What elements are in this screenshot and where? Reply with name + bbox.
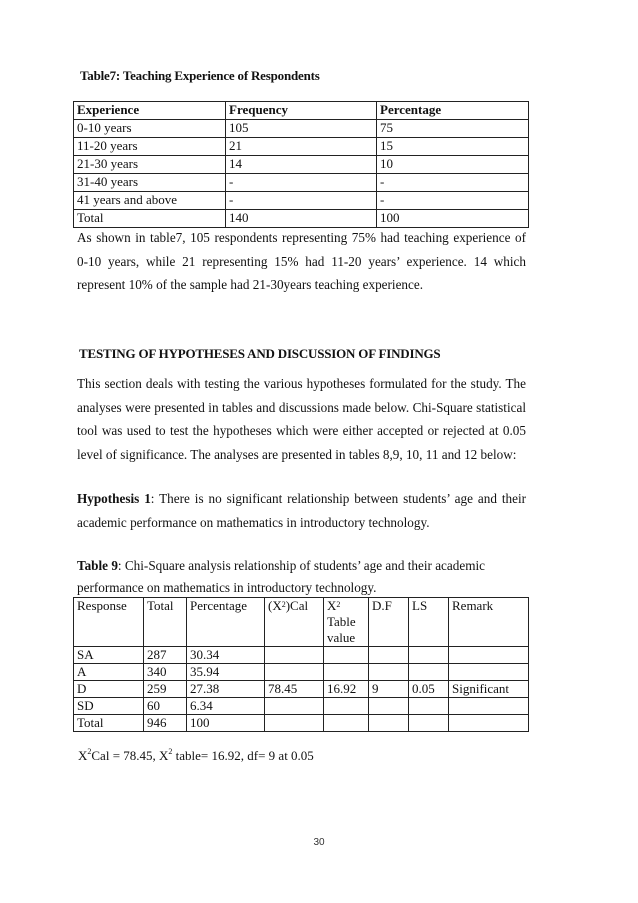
footnote-end: table= 16.92, df= 9 at 0.05 [172,748,314,763]
table9-cell [265,664,324,681]
table-row [74,174,529,192]
table9-cell [265,715,324,732]
table9-footnote [78,748,314,764]
table9-cell [409,715,449,732]
table9-header-x2-cal-pre: (X [268,598,282,613]
table7-cell: 0-10 years [74,120,226,138]
hypothesis-1-label: Hypothesis 1 [77,491,151,506]
table9-cell [409,664,449,681]
table7-cell: 11-20 years [74,138,226,156]
table9-cell: 6.34 [187,698,265,715]
table9-cell: D [74,681,144,698]
table-row [74,715,529,732]
table-row [74,192,529,210]
table9-cell: 287 [144,647,187,664]
table9-cell: 259 [144,681,187,698]
hypothesis-1 [77,487,526,534]
table7-cell: - [226,192,377,210]
table9-cell: 60 [144,698,187,715]
table7-cell: 21 [226,138,377,156]
table9-cell [324,647,369,664]
footnote-sup-2: 2 [168,747,173,756]
footnote-mid: Cal = 78.45, X [91,748,169,763]
table9-header-ls: LS [409,598,449,647]
table9-header-remark: Remark [449,598,529,647]
table9-cell [449,715,529,732]
table9-caption [77,555,526,599]
table9-cell: 30.34 [187,647,265,664]
table9-header-x2-table-line1: Table [327,614,356,629]
paragraph-section-intro: This section deals with testing the various hypotheses formulated for the study. The analyses were presented in tables and discussions made below. Chi-Square statistical tool was used to test the hypotheses which were either accepted or rejected at 0.05 level of significance. The analyses are presented in tables 8,9, 10, 11 and 12 below: [77,376,526,462]
table-row [74,120,529,138]
table9-caption-label: Table 9 [77,558,118,573]
table-row [74,698,529,715]
table9-cell: 35.94 [187,664,265,681]
table7-header-row [74,102,529,120]
table9-cell [409,698,449,715]
table9-header-x2-cal [265,598,324,647]
table9-cell [324,664,369,681]
table9-cell: Total [74,715,144,732]
table9-header-x2-table-pre: X [327,598,337,613]
table-row [74,681,529,698]
table9-header-df: D.F [369,598,409,647]
table9-cell [369,647,409,664]
table9-header-response: Response [74,598,144,647]
table9-header-total: Total [144,598,187,647]
table9-header-x2-cal-post: )Cal [285,598,309,613]
paragraph-table7-discussion: As shown in table7, 105 respondents representing 75% had teaching experience of 0-10 years, while 21 representing 15% had 11-20 years’ experience. 14 which represent 10% of the sample had 21-30years teaching experience. [77,230,526,292]
table9-header-row [74,598,529,647]
table7 [73,101,529,228]
table7-cell: 100 [377,210,529,228]
table9-header-x2-table-sup: 2 [336,600,341,609]
table9-cell [409,647,449,664]
table9-header-x2-table-line2: value [327,630,356,645]
footnote-sup-1: 2 [87,747,92,756]
table9-cell [449,647,529,664]
table7-cell: - [226,174,377,192]
table9-cell: 16.92 [324,681,369,698]
table7-cell: - [377,174,529,192]
table-row [74,647,529,664]
footnote-x: X [78,748,88,763]
table7-cell: 75 [377,120,529,138]
table9-cell [324,698,369,715]
table7-cell: 31-40 years [74,174,226,192]
table9-cell: A [74,664,144,681]
table7-header-experience: Experience [74,102,226,120]
table9-caption-text: : Chi-Square analysis relationship of students’ age and their academic performance on mathematics in introductory technology. [77,558,485,595]
table9 [73,597,529,732]
table9-header-x2-table [324,598,369,647]
table9-cell: 0.05 [409,681,449,698]
table9-header-x2-cal-sup: 2 [281,600,286,609]
table7-cell: - [377,192,529,210]
table9-cell: SA [74,647,144,664]
page-number: 30 [313,837,325,848]
table9-cell: 27.38 [187,681,265,698]
table9-cell [265,698,324,715]
table-row [74,210,529,228]
section-heading: TESTING OF HYPOTHESES AND DISCUSSION OF FINDINGS [79,346,441,361]
table7-header-frequency: Frequency [226,102,377,120]
table9-cell [369,715,409,732]
table7-cell: Total [74,210,226,228]
table-row [74,138,529,156]
table7-cell: 105 [226,120,377,138]
table9-cell: 78.45 [265,681,324,698]
table7-title: Table7: Teaching Experience of Respondents [80,68,320,83]
table7-cell: 15 [377,138,529,156]
table9-cell [369,698,409,715]
table9-cell [449,698,529,715]
table7-cell: 14 [226,156,377,174]
table9-cell: SD [74,698,144,715]
table9-cell [369,664,409,681]
table9-cell: 946 [144,715,187,732]
table7-cell: 140 [226,210,377,228]
table9-cell [324,715,369,732]
table9-cell [265,647,324,664]
table-row [74,664,529,681]
table9-cell: 9 [369,681,409,698]
table7-cell: 41 years and above [74,192,226,210]
hypothesis-1-text: : There is no significant relationship between students’ age and their academic performance on mathematics in introductory technology. [77,491,526,530]
table7-cell: 10 [377,156,529,174]
table9-cell: 100 [187,715,265,732]
table-row [74,156,529,174]
table9-cell: 340 [144,664,187,681]
table7-cell: 21-30 years [74,156,226,174]
table9-header-percentage: Percentage [187,598,265,647]
table9-cell [449,664,529,681]
table7-header-percentage: Percentage [377,102,529,120]
table9-cell: Significant [449,681,529,698]
